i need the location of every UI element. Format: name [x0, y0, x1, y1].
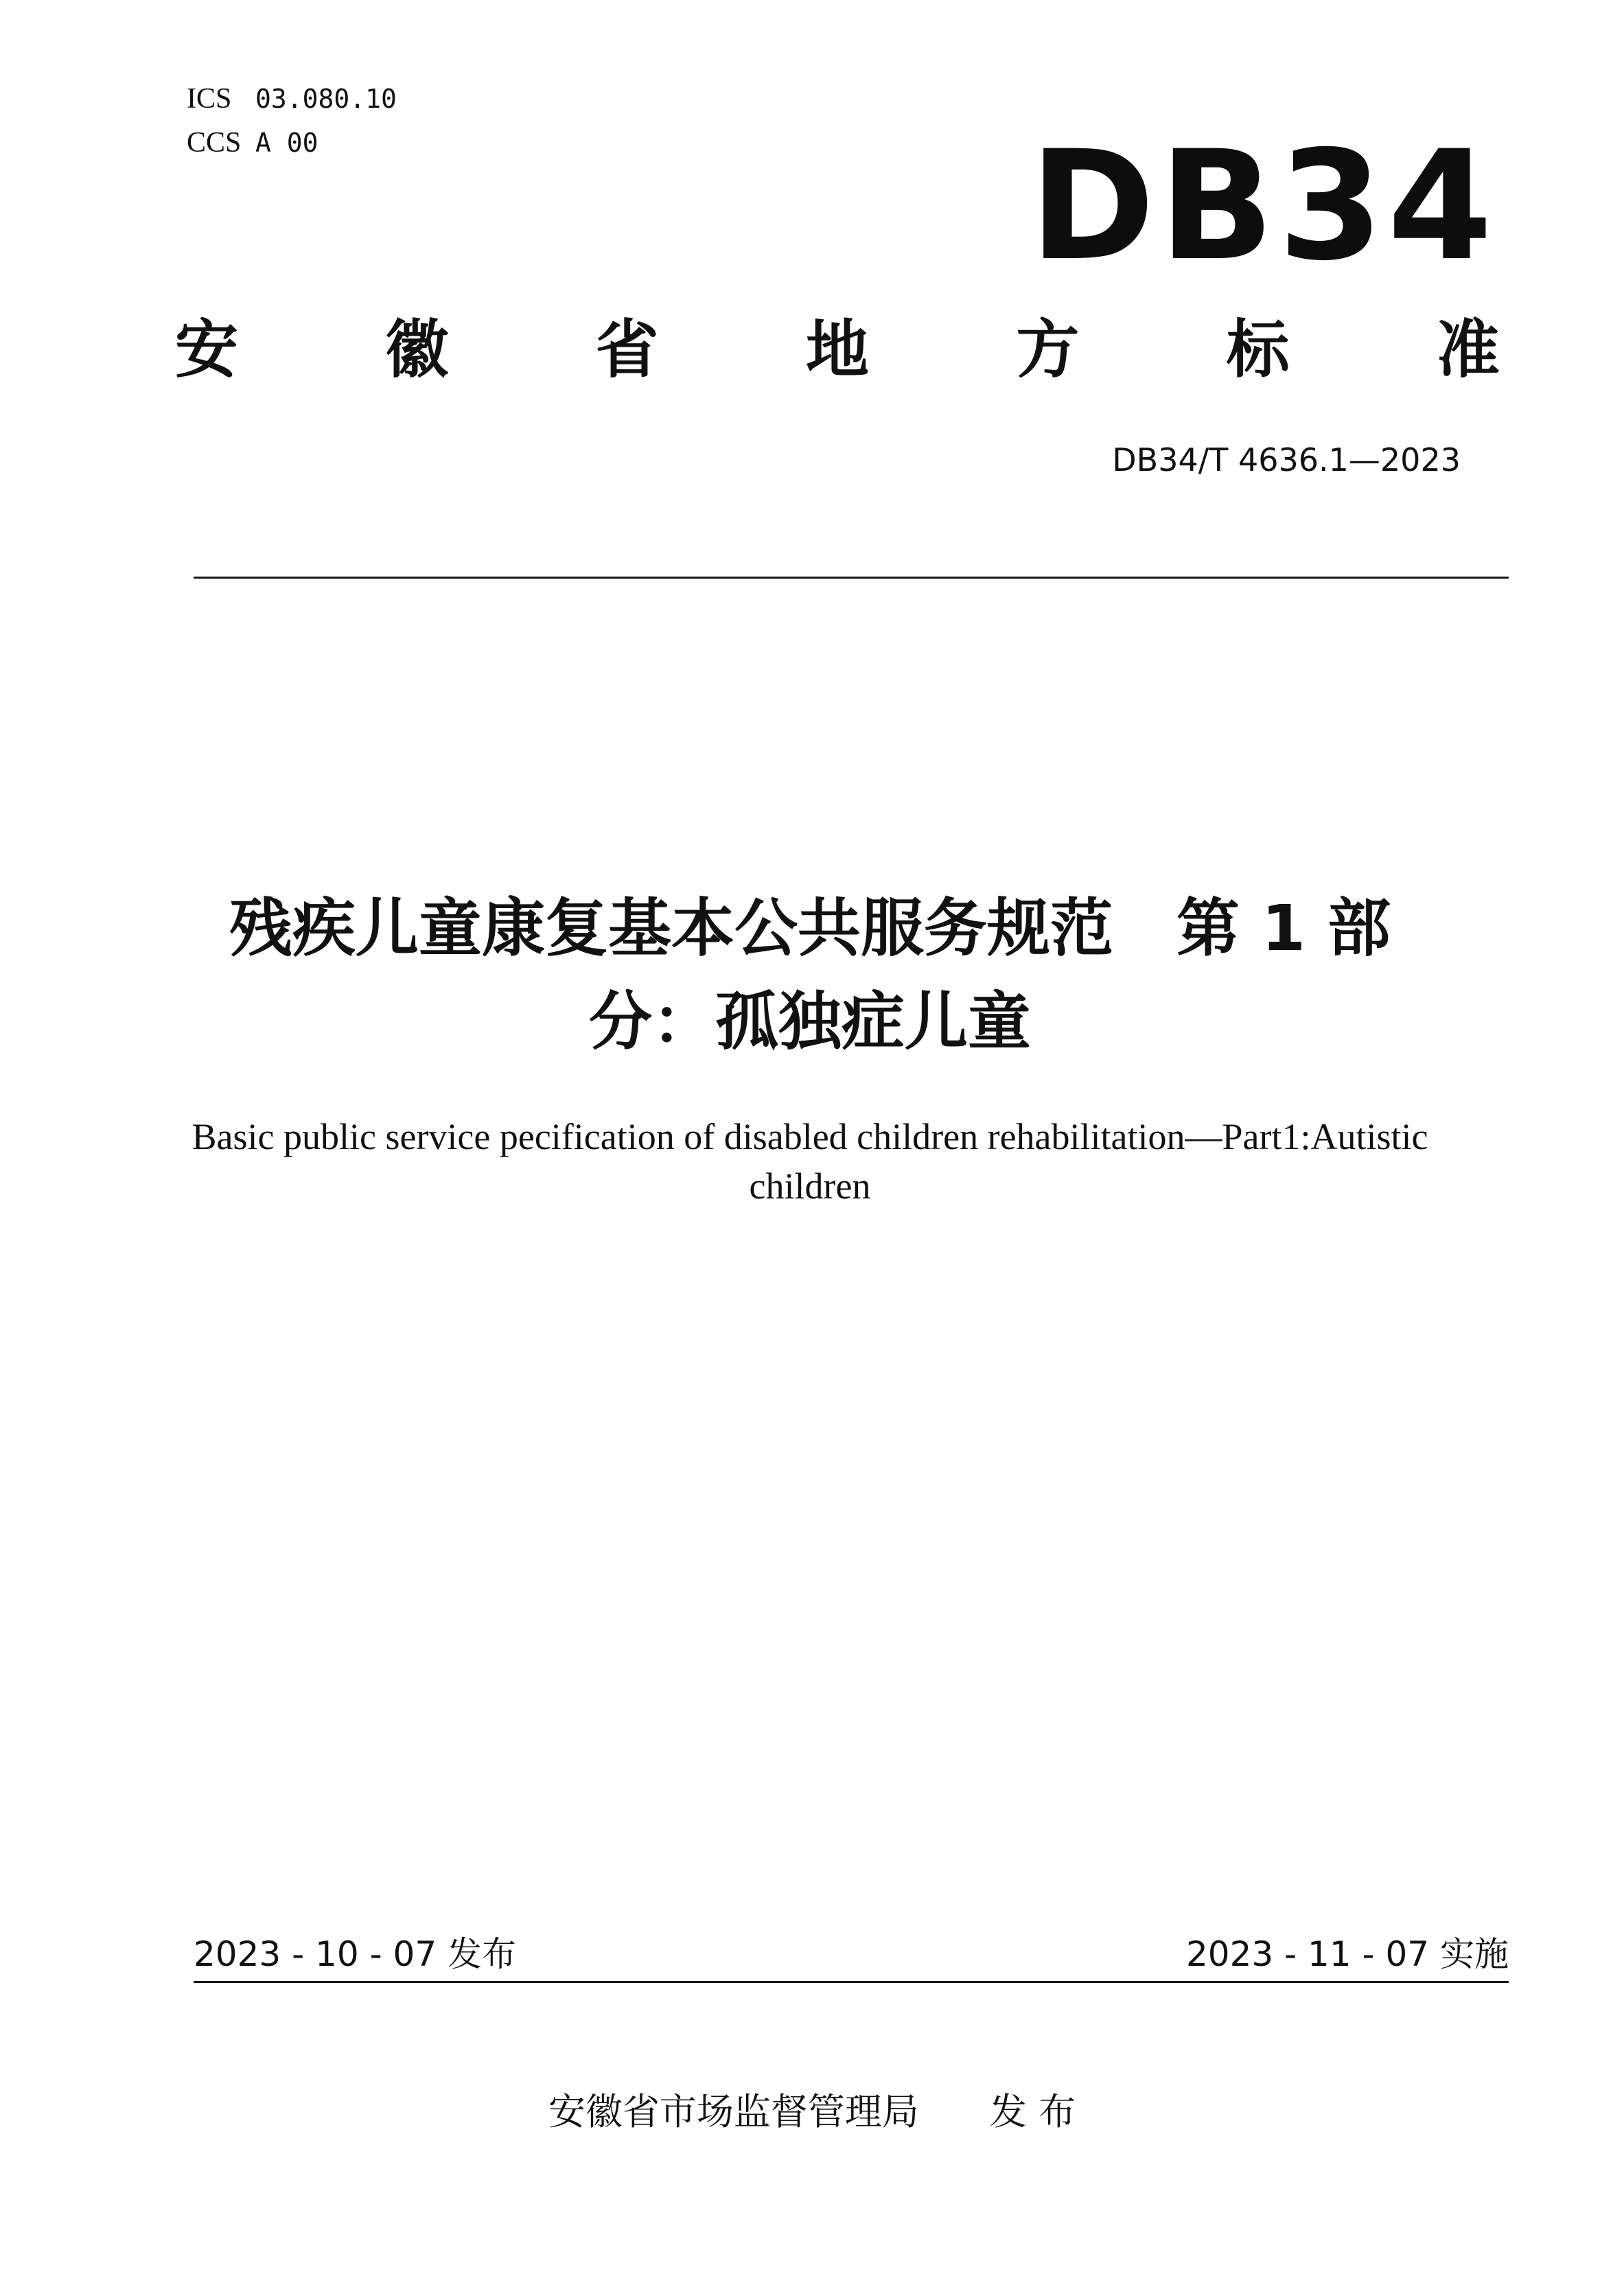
standard-number: DB34/T 4636.1—2023 — [1112, 441, 1461, 478]
ics-label: ICS — [187, 83, 232, 115]
english-title-line: children — [749, 1166, 871, 1207]
issue-date: 2023 - 10 - 07 发布 — [194, 1934, 517, 1974]
ccs-label: CCS — [187, 127, 242, 159]
standard-type-char: 安 — [175, 313, 239, 386]
ccs-code-row — [187, 121, 397, 165]
ics-value: 03.080.10 — [255, 84, 397, 114]
top-divider — [194, 577, 1509, 579]
db34-logo: DB34 — [1030, 118, 1497, 294]
english-title — [172, 1112, 1448, 1211]
implementation-date: 2023 - 11 - 07 实施 — [1185, 1934, 1509, 1974]
standard-type-char: 地 — [805, 313, 869, 386]
standard-type-char: 标 — [1226, 313, 1290, 386]
standard-type-char: 省 — [595, 313, 659, 386]
chinese-title-line: 分：孤独症儿童 — [588, 985, 1031, 1058]
ics-code-row — [187, 77, 397, 121]
standard-type-heading — [175, 312, 1500, 388]
ccs-value: A 00 — [255, 128, 318, 158]
publisher-action: 发 布 — [989, 2090, 1076, 2133]
english-title-line: Basic public service pecification of disabled children rehabilitation—Part1:Autistic — [192, 1116, 1428, 1157]
standard-type-char: 准 — [1436, 313, 1500, 386]
classification-codes — [187, 77, 397, 165]
chinese-title-line: 残疾儿童康复基本公共服务规范 第 1 部 — [229, 892, 1391, 965]
chinese-title — [158, 882, 1462, 1069]
standard-type-char: 徽 — [385, 313, 449, 386]
bottom-divider — [194, 1981, 1509, 1983]
publisher-name: 安徽省市场监督管理局 — [548, 2090, 919, 2133]
publisher-line — [0, 2088, 1624, 2136]
standard-type-char: 方 — [1016, 313, 1080, 386]
